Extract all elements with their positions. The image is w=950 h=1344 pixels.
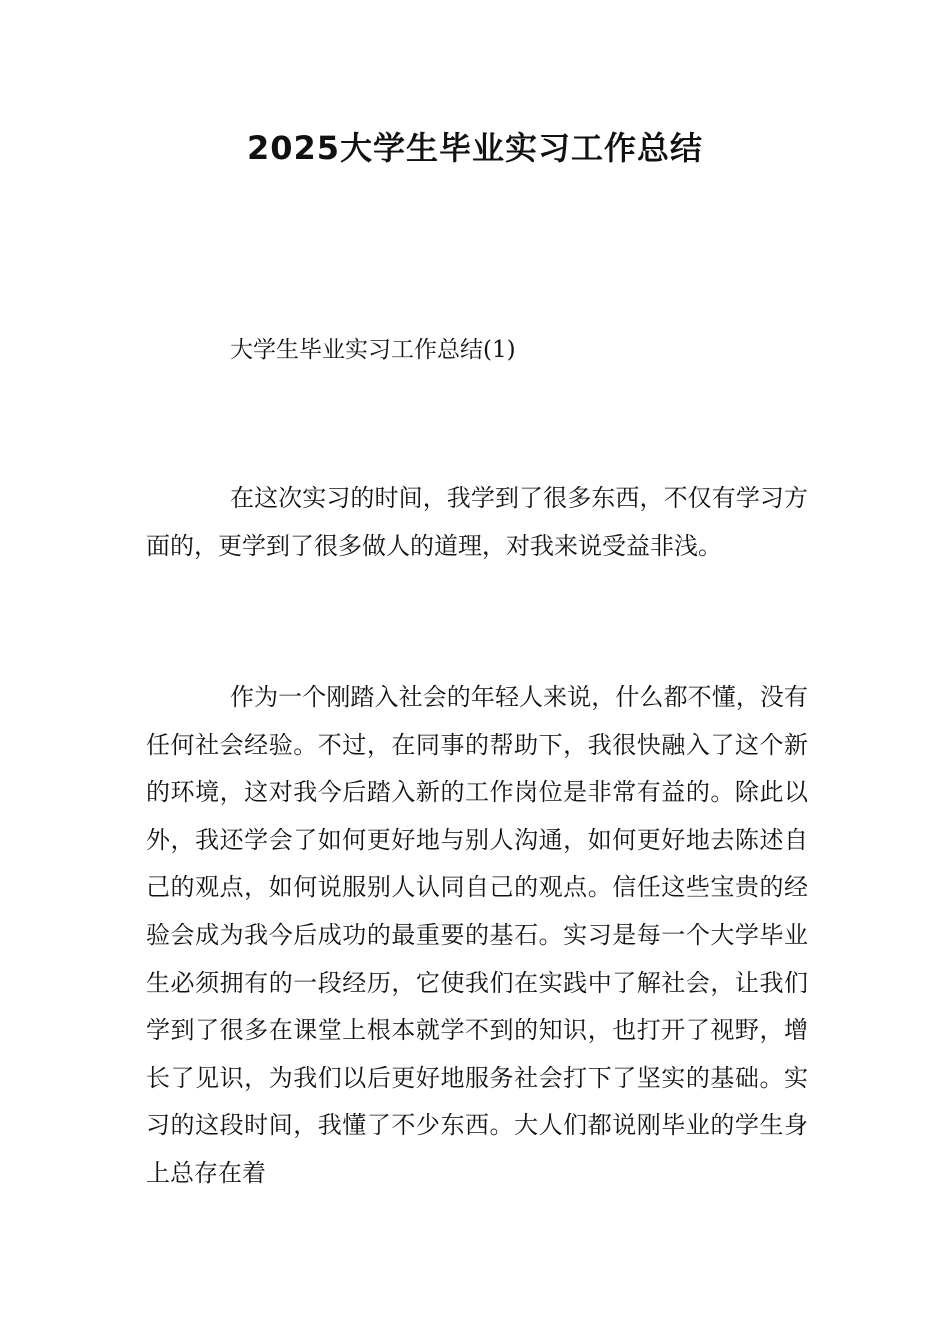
paragraph-1: 在这次实习的时间，我学到了很多东西，不仅有学习方面的，更学到了很多做人的道理，对我来说受益非浅。 bbox=[146, 484, 808, 560]
document-title: 2025大学生毕业实习工作总结 bbox=[246, 129, 704, 167]
section-heading: 大学生毕业实习工作总结(1) bbox=[230, 337, 516, 363]
paragraph-2: 作为一个刚踏入社会的年轻人来说，什么都不懂，没有任何社会经验。不过，在同事的帮助下，我很快融入了这个新的环境，这对我今后踏入新的工作岗位是非常有益的。除此以外，我还学会了如何更好地与别人沟通，如何更好地去陈述自己的观点，如何说服别人认同自己的观点。信任这些宝贵的经验会成为我今后成功的最重要的基石。实习是每一个大学毕业生必须拥有的一段经历，它使我们在实践中了解社会，让我们学到了很多在课堂上根本就学不到的知识，也打开了视野，增长了见识，为我们以后更好地服务社会打下了坚实的基础。实习的这段时间，我懂了不少东西。大人们都说刚毕业的学生身上总存在着 bbox=[146, 683, 808, 1187]
